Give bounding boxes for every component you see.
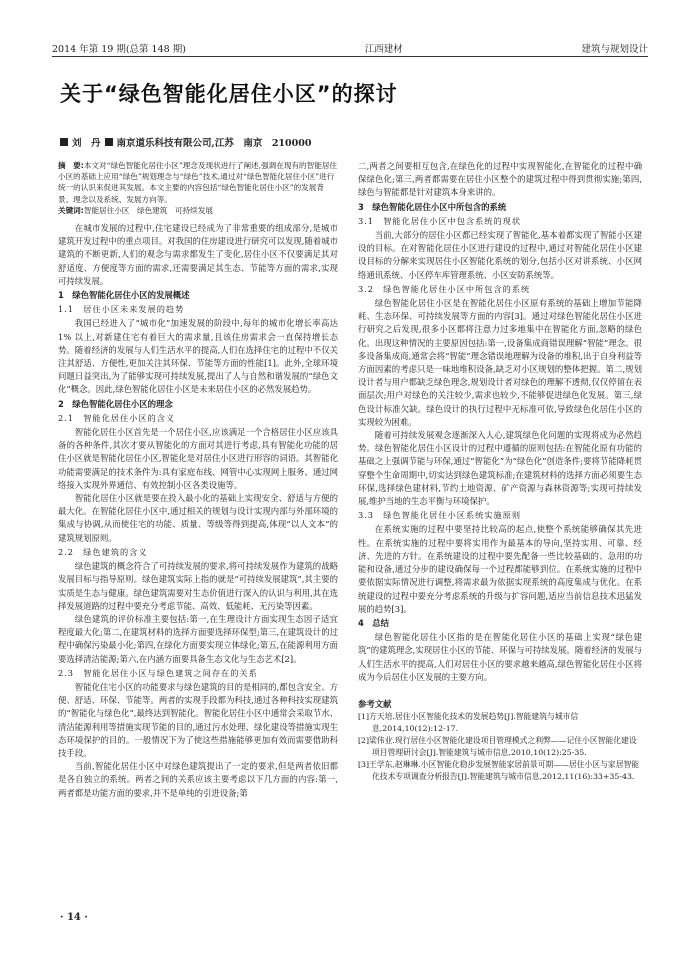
subsection-heading-3-2: 3.2 绿色智能化居住小区中所包含的系统: [358, 283, 531, 294]
section-name: 建筑与规划设计: [581, 44, 648, 55]
author-line: [60, 135, 311, 149]
intro-paragraph: 在城市发展的过程中,住宅建设已经成为了非常重要的组成部分,是城市建筑开发过程中的重点项目。对我国的住房建设进行研究可以发现,随着城市建筑的不断更新,人们的观念与需求都发生了变化,居住小区不仅要满足其对舒适度、方便度等方面的需求,还需要满足其生态、节能等方面的需求,实现可持续发展。: [58, 223, 338, 286]
keywords-label: 关键词:: [58, 205, 84, 215]
paragraph-2-3a: 智能化住宅小区的功能要求与绿色建筑的目的是相同的,都包含安全、方便、舒适、环保、节能等。两者的实现手段都为科技,通过各种科技实现建筑的“智能化与绿色化”,最终达到智能化。智能化居住小区中通常会采取节水、清洁能源利用等措施实现节能的目的,通过污水处理、绿化建设等措施实现生态环境保护的目的。一般情况下为了使这些措施能够更加有效而需要借助科技手段。: [58, 681, 338, 758]
paragraph-3-2a: 绿色智能化居住小区是在智能化居住小区原有系统的基础上增加节能降耗、生态环保、可持续发展等方面的内容[3]。通过对绿色智能化居住小区进行研究之后发现,很多小区都将注意力过多地集中在智能化方面,忽略的绿色化。出现这种情况的主要原因包括:第一,设备集成商错误理解“智能”理念。很多设备集成商,通常会将“智能”理念错误地理解为设备的堆积,出于自身利益等方面因素的考虑只是一味地堆积设备,缺乏对小区规划的整体把握。第二,规划设计者与用户都缺乏绿色理念,规划设计者对绿色的理解不透彻,仅仅停留在表面层次;用户对绿色的关注较少,需求也较少,不能够促进绿色化发展。第三,绿色设计标准欠缺。绿色设计的执行过程中无标准可依,导致绿色化居住小区的实现较为困难。: [358, 298, 642, 427]
paragraph-2-3b: 当前,智能化居住小区中对绿色建筑提出了一定的要求,但是两者依旧都是各自独立的系统。两者之间的关系应该主要考虑以下几方面的内容:第一,两者都是功能方面的要求,并不是单纯的引进设备;第: [58, 761, 338, 798]
running-header: [52, 40, 648, 57]
paragraph-2-1a: 智能化居住小区首先是一个居住小区,应该满足一个合格居住小区应该具备的各种条件,其次才要从智能化的方面对其进行考虑,具有智能化功能的居住小区就是智能化居住小区,智能化是对居住小区进行形容的词语。其智能化功能需要满足的技术条件为:具有家庭布线、网管中心实现网上服务、通过网络接入实现外界通信、有效控制小区各类设施等。: [58, 427, 338, 490]
keywords-text: 智能居住小区 绿色建筑 可持续发展: [83, 205, 213, 215]
paragraph-2-2b: 绿色建筑的评价标准主要包括:第一,在生理设计方面实现生态因子适宜程度最大化;第二,在建筑材料的选择方面要选择环保型;第三,在建筑设计的过程中确保污染最小化;第四,在绿化方面要实现立体绿化;第五,在能源利用方面要选择清洁能源;第六,在内涵方面要具备生态文化与生态艺术[2]。: [58, 613, 338, 664]
reference-item: [1]方天培.居住小区智能化技术的发展趋势[J].智能建筑与城市信息,2014,10(12):12-17.: [358, 712, 579, 734]
reference-item: [2]梁伟业.现行居住小区智能化建设项目管理模式之利弊——记住小区智能化建设项目管理研讨会[J].智能建筑与城市信息,2010,10(12):25-35.: [358, 736, 637, 758]
abstract-label: 摘 要:: [58, 161, 84, 170]
references-heading: 参考文献: [358, 698, 392, 709]
section-heading-2: 2 绿色智能化居住小区的理念: [58, 398, 173, 409]
subsection-heading-3-3: 3.3 绿色智能化居住小区系统实施原则: [358, 510, 522, 521]
subsection-heading-2-2: 2.2 绿色建筑的含义: [58, 546, 148, 557]
journal-name: 江西建材: [364, 44, 403, 55]
reference-item: [3]王学东,赵琳琳.小区智能化稳步发展智能家居前景可期——居住小区与家居智能化技术专项调查分析报告[J].智能建筑与城市信息,2012,11(16):33+35-43.: [358, 760, 640, 782]
paragraph-3-1: 当前,大部分的居住小区都已经实现了智能化,基本着都实现了智能小区建设的目标。在对智能化居住小区进行建设的过程中,通过对智能化居住小区建设目标的分解来实现居住小区智能化系统的划分,包括小区对讲系统、小区网络通讯系统、小区停车库管理系统、小区安防系统等。: [358, 230, 642, 280]
section-heading-3: 3 绿色智能化居住小区中所包含的系统: [358, 201, 507, 212]
paragraph-2-3c: 二,两者之间要相互包含,在绿色化的过程中实现智能化,在智能化的过程中确保绿色化;第三,两者都需要在居住小区整个的建筑过程中得到贯彻实施;第四,绿色与智能都是针对建筑本身来讲的。: [358, 161, 642, 198]
page-number: · 14 ·: [60, 912, 88, 923]
paragraph-2-2a: 绿色建筑的概念符合了可持续发展的要求,将可持续发展作为建筑的战略发展目标与指导原则。绿色建筑实际上指的就是“可持续发展建筑”,其主要的实质是生态与健康。绿色建筑需要对生态价值进行深入的认识与利用,其在选择发展道路的过程中要充分考虑节能、高效、低能耗、无污染等因素。: [58, 561, 338, 611]
right-column: [358, 160, 642, 783]
left-column: [58, 160, 338, 800]
paragraph-3-2b: 随着可持续发展观念逐渐深入人心,建筑绿色化问题的实现将成为必然趋势。绿色智能化居住小区设计的过程中遵循的原则包括:在智能化原有功能的基础之上强调节能与环保,通过“智能化”为“绿色化”创造条件;要将节能降耗贯穿整个生命周期中,切实达到绿色建筑标准;在建筑材料的选择方面必须要生态环保,选择绿色建材料,节约土地资源、矿产资源与森林资源等;实现可持续发展,维护当地的生态平衡与环境保护。: [358, 430, 642, 507]
author-name: 刘 丹: [72, 138, 101, 149]
subsection-heading-2-1: 2.1 智能化居住小区的含义: [58, 412, 176, 423]
paragraph-4: 绿色智能化居住小区指的是在智能化居住小区的基础上实现“绿色建筑”的建筑理念,实现居住小区的节能、环保与可持续发展。随着经济的发展与人们生活水平的提高,人们对居住小区的要求越来越高,绿色智能化居住小区将成为今后居住小区发展的主要方向。: [358, 632, 642, 682]
subsection-heading-1-1: 1.1 居住小区未来发展的趋势: [58, 304, 185, 315]
paragraph-2-1b: 智能化居住小区就是要在投入最小化的基础上实现安全、舒适与方便的最大化。在智能化居住小区中,通过相关的规划与设计实现内部与外部环境的集成与协调,从而使住宅的功能、质量、等级等得到提高,体现“以人文本”的建筑规划原则。: [58, 493, 338, 543]
square-bullet-icon: [60, 138, 68, 146]
paragraph-1-1: 我国已经进入了“城市化”加速发展的阶段中,每年的城市化增长率高达 1% 以上,对新建住宅有着巨大的需求量,且该住房需求会一直保持增长态势。随着经济的发展与人们生活水平的提高,人们在选择住宅的过程中不仅关注其舒适、方便性,更加关注其环保、节能等方面的性能[1]。此外,全球环境问题日益突出,为了能够实现可持续发展,提出了人与自然和谐发展的“绿色文化”概念。因此,绿色智能化居住小区是未来居住小区的必然发展趋势。: [58, 318, 338, 395]
paragraph-3-3: 在系统实施的过程中要坚持比较高的起点,使整个系统能够确保其先进性。在系统实施的过程中要将实用作为最基本的导向,坚持实用、可靠、经济、先进的方针。在系统建设的过程中要先配备一些比较基础的、急用的功能和设备,通过分步的建设确保每一个过程都能够到位。在系统实施的过程中要依据实际情况进行调整,将需求最为依据实现系统的高度集成与优化。在系统建设的过程中要充分考虑系统的升级与扩容问题,适应当前信息技术迅猛发展的趋势[3]。: [358, 524, 642, 614]
subsection-heading-3-1: 3.1 智能化居住小区中包含系统的现状: [358, 215, 522, 226]
abstract-text: 本文对“绿色智能化居住小区”理念及现状进行了阐述,强调在现有的智能居住小区的基础上应用“绿色”规划理念与“绿色”技术,通过对“绿色智能化居住小区”进行统一的认识来促进其发展。本文主要的内容包括“绿色智能化居住小区”的发展背景、理念以及系统、发展方向等。: [58, 161, 338, 204]
section-heading-1: 1 绿色智能化居住小区的发展概述: [58, 290, 190, 301]
subsection-heading-2-3: 2.3 智能化居住小区与绿色建筑之间存在的关系: [58, 667, 258, 678]
journal-issue: 2014 年第 19 期(总第 148 期): [52, 44, 186, 55]
author-affiliation: 南京道乐科技有限公司,江苏 南京 210000: [116, 138, 312, 149]
square-bullet-icon: [105, 138, 113, 146]
article-title: 关于“绿色智能化居住小区”的探讨: [60, 82, 398, 106]
abstract: [58, 160, 338, 216]
section-heading-4: 4 总结: [358, 617, 389, 628]
